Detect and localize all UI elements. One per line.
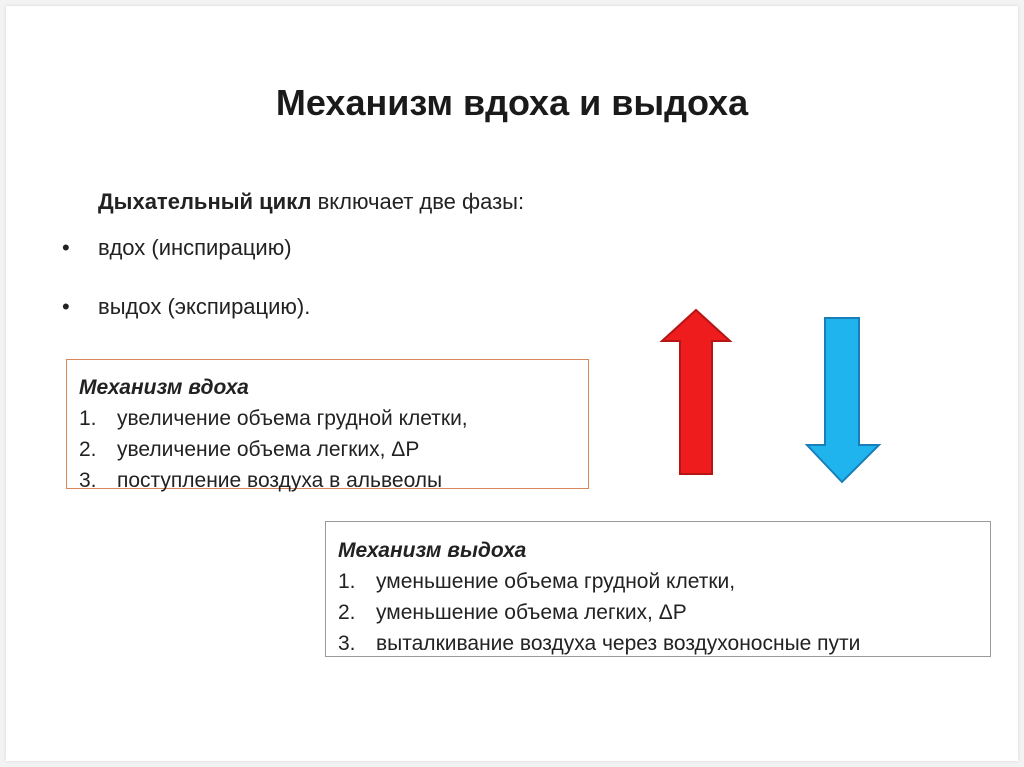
bullet-dot: •: [62, 294, 70, 319]
item-text: увеличение объема грудной клетки,: [117, 407, 468, 430]
item-number: 3.: [338, 632, 356, 655]
arrow-down-shape: [807, 318, 879, 482]
item-number: 3.: [79, 469, 97, 492]
item-number: 1.: [338, 570, 356, 593]
exhale-list: [338, 566, 990, 659]
intro-text: [98, 189, 524, 215]
bullet-text: вдох (инспирацию): [98, 235, 292, 260]
inhale-heading: Механизм вдоха: [79, 376, 249, 399]
item-text: уменьшение объема грудной клетки,: [376, 570, 736, 593]
arrow-up-icon: [658, 308, 734, 478]
bullet-text: выдох (экспирацию).: [98, 294, 311, 319]
list-item: [79, 403, 588, 434]
item-text: выталкивание воздуха через воздухоносные пути: [376, 632, 861, 655]
bullet-inhale: [62, 235, 292, 261]
item-text: поступление воздуха в альвеолы: [117, 469, 443, 492]
inhale-list: [79, 403, 588, 496]
item-number: 1.: [79, 407, 97, 430]
list-item: [338, 566, 990, 597]
exhale-heading: Механизм выдоха: [338, 539, 527, 562]
bullet-exhale: [62, 294, 311, 320]
inhale-mechanism-box: [66, 359, 589, 492]
list-item: [79, 434, 588, 465]
list-item: [338, 597, 990, 628]
list-item: [79, 465, 588, 496]
arrow-up-shape: [662, 310, 730, 474]
item-text: уменьшение объема легких, ΔР: [376, 601, 687, 624]
arrow-down-icon: [803, 316, 883, 484]
slide-title: Механизм вдоха и выдоха: [275, 82, 749, 123]
list-item: [338, 628, 990, 659]
bullet-dot: •: [62, 235, 70, 260]
intro-rest: включает две фазы:: [311, 189, 525, 214]
exhale-mechanism-box: [325, 521, 991, 657]
item-text: увеличение объема легких, ΔР: [117, 438, 420, 461]
item-number: 2.: [338, 601, 356, 624]
item-number: 2.: [79, 438, 97, 461]
intro-bold: Дыхательный цикл: [98, 189, 312, 214]
slide: [6, 6, 1018, 761]
